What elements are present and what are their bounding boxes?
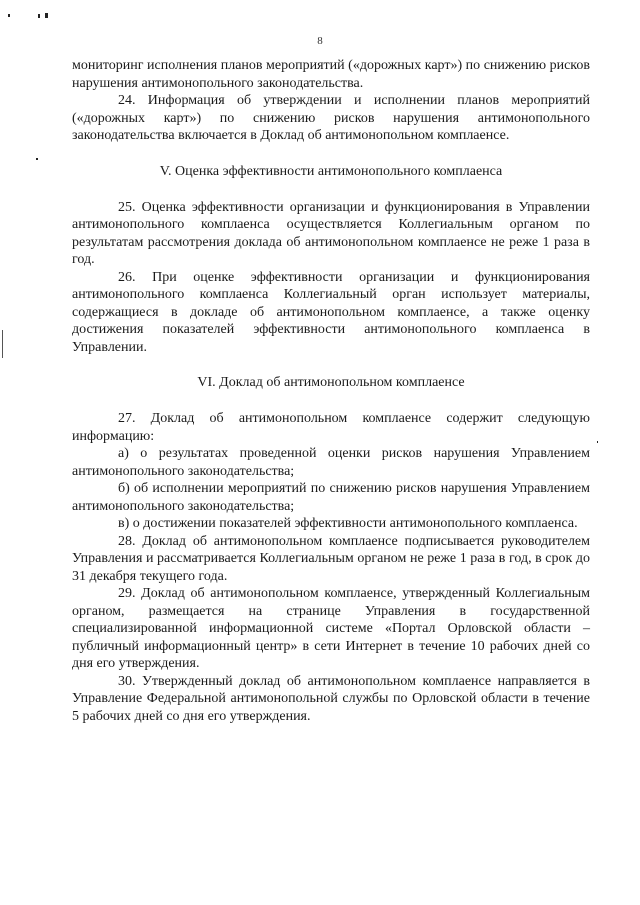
section-v-heading: V. Оценка эффективности антимонопольного комплаенса	[159, 163, 503, 179]
document-body	[72, 57, 590, 725]
scan-mark	[38, 14, 40, 18]
paragraph-27-item-b: б) об исполнении мероприятий по снижению рисков нарушения Управлением антимонопольного законодательства;	[72, 481, 590, 514]
scan-mark	[45, 13, 48, 18]
paragraph-27-item-c: в) о достижении показателей эффективности антимонопольного комплаенса.	[118, 516, 578, 531]
scan-mark	[597, 441, 598, 443]
paragraph-29: 29. Доклад об антимонопольном комплаенсе, утвержденный Коллегиальным органом, размещается на странице Управления в государственной специализированной информационной системе «Портал Орловской области – публичный информационный центр» в сети Интернет в течение 10 рабочих дней со дня его утверждения.	[72, 586, 590, 671]
scan-mark	[8, 14, 10, 17]
paragraph-24: 24. Информация об утверждении и исполнении планов мероприятий («дорожных карт») по снижению рисков нарушения антимонопольного законодательства включается в Доклад об антимонопольном комплаенсе.	[72, 93, 590, 143]
scan-mark	[36, 158, 38, 160]
paragraph-26: 26. При оценке эффективности организации и функционирования антимонопольного комплаенса Коллегиальный орган использует материалы, содержащиеся в докладе об антимонопольном комплаенсе, а также оценку достижения показателей эффективности антимонопольного комплаенса в Управлении.	[72, 269, 590, 355]
paragraph-30: 30. Утвержденный доклад об антимонопольном комплаенсе направляется в Управление Федеральной антимонопольной службы по Орловской области в течение 5 рабочих дней со дня его утверждения.	[72, 673, 590, 724]
section-vi-heading: VI. Доклад об антимонопольном комплаенсе	[197, 375, 465, 390]
paragraph-28: 28. Доклад об антимонопольном комплаенсе подписывается руководителем Управления и рассматривается Коллегиальным органом не реже 1 раза в год, в срок до 31 декабря текущего года.	[72, 533, 590, 584]
paragraph-25: 25. Оценка эффективности организации и функционирования в Управлении антимонопольного комплаенса осуществляется Коллегиальным органом по результатам рассмотрения доклада об антимонопольном комплаенсе не реже 1 раза в год.	[72, 199, 590, 267]
paragraph-27-item-a: а) о результатах проведенной оценки рисков нарушения Управлением антимонопольного законодательства;	[72, 446, 590, 479]
paragraph-27: 27. Доклад об антимонопольном комплаенсе содержит следующую информацию:	[72, 411, 590, 444]
page-number: 8	[317, 35, 323, 47]
paragraph-continuation: мониторинг исполнения планов мероприятий («дорожных карт») по снижению рисков нарушения антимонопольного законодательства.	[72, 58, 590, 91]
scan-mark	[2, 330, 3, 358]
